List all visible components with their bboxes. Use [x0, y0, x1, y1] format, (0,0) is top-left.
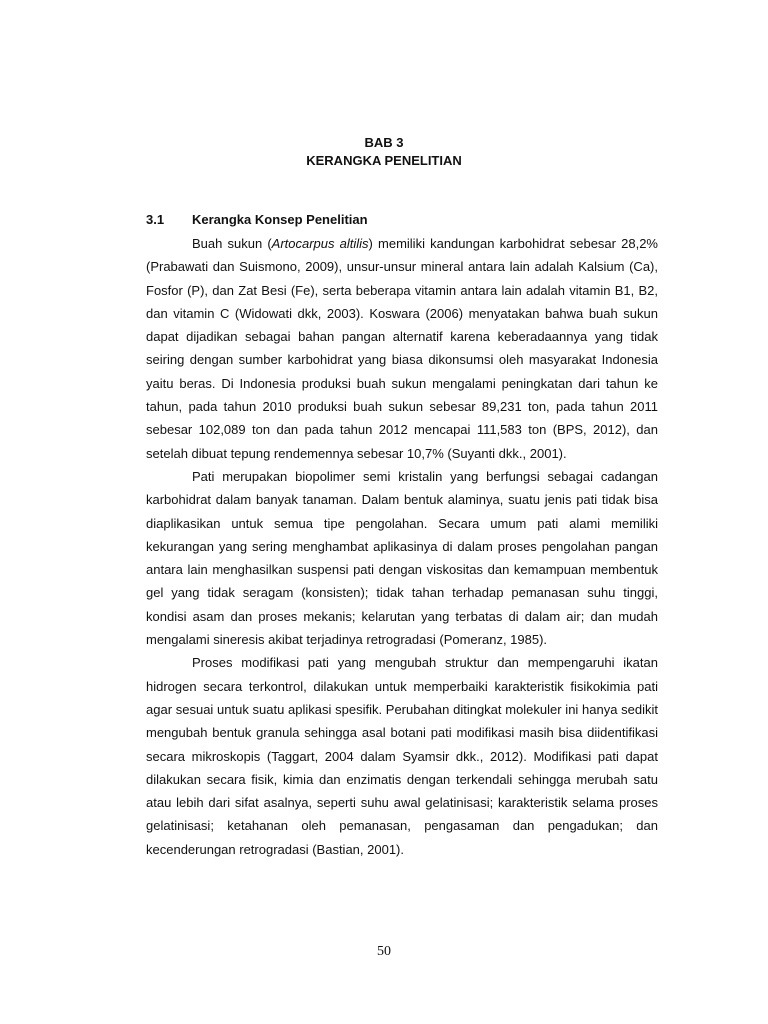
- section-heading: [146, 211, 666, 229]
- body-text: [146, 232, 658, 861]
- chapter-label: BAB 3: [364, 135, 404, 150]
- paragraph-1-lead: Buah sukun (: [192, 236, 272, 251]
- paragraph-3: Proses modifikasi pati yang mengubah struktur dan mempengaruhi ikatan hidrogen secara terkontrol, dilakukan untuk memperbaiki karakteristik fisikokimia pati agar sesuai untuk suatu aplikasi spesifik. Perubahan ditingkat molekuler ini hanya sedikit mengubah bentuk granula sehingga asal botani pati modifikasi masih bisa diidentifikasi secara mikroskopis (Taggart, 2004 dalam Syamsir dkk., 2012). Modifikasi pati dapat dilakukan secara fisik, kimia dan enzimatis dengan terkendali sehingga merubah satu atau lebih dari sifat asalnya, seperti suhu awal gelatinisasi; karakteristik selama proses gelatinisasi; ketahanan oleh pemanasan, pengasaman dan pengadukan; dan kecenderungan retrogradasi (Bastian, 2001).: [146, 655, 658, 857]
- species-name: Artocarpus altilis: [271, 236, 369, 251]
- paragraph-1-rest: ) memiliki kandungan karbohidrat sebesar 28,2% (Prabawati dan Suismono, 2009), unsur-unsur mineral antara lain adalah Kalsium (Ca), Fosfor (P), dan Zat Besi (Fe), serta beberapa vitamin antara lain adalah vitamin B1, B2, dan vitamin C (Widowati dkk, 2003). Koswara (2006) menyatakan bahwa buah sukun dapat dijadikan sebagai bahan pangan alternatif karena keberadaannya yang tidak seiring dengan sumber karbohidrat yang biasa dikonsumsi oleh masyarakat Indonesia yaitu beras. Di Indonesia produksi buah sukun mengalami peningkatan dari tahun ke tahun, pada tahun 2010 produksi buah sukun sebesar 89,231 ton, pada tahun 2011 sebesar 102,089 ton dan pada tahun 2012 mencapai 111,583 ton (BPS, 2012), dan setelah dibuat tepung rendemennya sebesar 10,7% (Suyanti dkk., 2001).: [146, 236, 658, 461]
- paragraph-2: Pati merupakan biopolimer semi kristalin yang berfungsi sebagai cadangan karbohidrat dalam banyak tanaman. Dalam bentuk alaminya, suatu jenis pati tidak bisa diaplikasikan untuk semua tipe pengolahan. Secara umum pati alami memiliki kekurangan yang sering menghambat aplikasinya di dalam proses pengolahan pangan antara lain menghasilkan suspensi pati dengan viskositas dan kemampuan membentuk gel yang tidak seragam (konsisten); tidak tahan terhadap pemanasan suhu tinggi, kondisi asam dan proses mekanis; kelarutan yang terbatas di dalam air; dan mudah mengalami sineresis akibat terjadinya retrogradasi (Pomeranz, 1985).: [146, 468, 658, 648]
- section-title: Kerangka Konsep Penelitian: [192, 212, 368, 227]
- paragraph-1: [146, 232, 658, 465]
- page-number: 50: [377, 944, 391, 959]
- chapter-title: KERANGKA PENELITIAN: [306, 153, 462, 168]
- section-number: 3.1: [146, 212, 165, 227]
- chapter-heading: [0, 134, 768, 170]
